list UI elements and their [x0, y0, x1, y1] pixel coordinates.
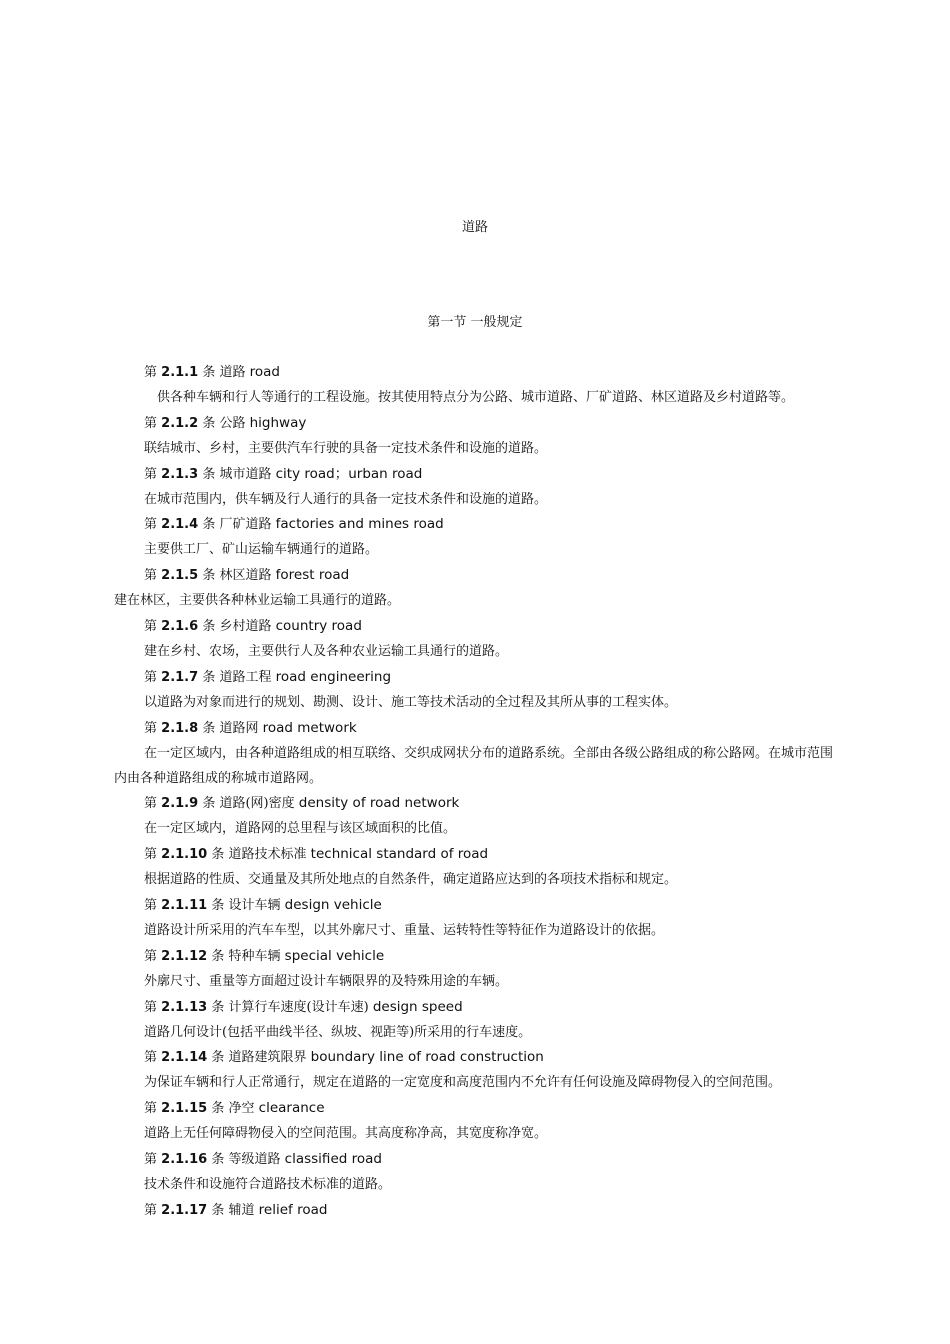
- term-definition: 在城市范围内，供车辆及行人通行的具备一定技术条件和设施的道路。: [144, 491, 548, 507]
- term-heading: [114, 1147, 838, 1173]
- term-heading: [114, 512, 838, 538]
- term-suffix: 条: [211, 847, 225, 863]
- term-suffix: 条: [202, 415, 216, 431]
- term-english: highway: [249, 414, 307, 431]
- term-prefix: 第: [144, 619, 158, 635]
- term-chinese: 计算行车速度(设计车速): [228, 999, 369, 1015]
- term-number: 2.1.9: [161, 796, 199, 812]
- term-number: 2.1.2: [161, 415, 199, 431]
- term-english: design speed: [372, 998, 463, 1015]
- term-prefix: 第: [144, 466, 158, 482]
- term-english: road metwork: [262, 719, 357, 736]
- term-heading: [114, 1198, 838, 1224]
- term-english: classified road: [284, 1151, 382, 1168]
- term-heading: [114, 614, 838, 640]
- term-chinese: 设计车辆: [228, 898, 281, 914]
- term-prefix: 第: [144, 1101, 158, 1117]
- term-definition: 建在林区，主要供各种林业运输工具通行的道路。: [114, 593, 401, 609]
- term-suffix: 条: [211, 898, 225, 914]
- term-prefix: 第: [144, 568, 158, 584]
- term-english: boundary line of road construction: [310, 1049, 544, 1066]
- term-chinese: 道路技术标准: [228, 847, 307, 863]
- term-heading: [114, 893, 838, 919]
- term-heading: [114, 665, 838, 691]
- term-prefix: 第: [144, 796, 158, 812]
- term-heading: [114, 1045, 838, 1071]
- term-prefix: 第: [144, 1202, 158, 1218]
- term-chinese: 厂矿道路: [219, 517, 272, 533]
- section-title: 第一节 一般规定: [427, 315, 523, 330]
- term-number: 2.1.15: [161, 1101, 208, 1117]
- term-suffix: 条: [211, 1152, 225, 1168]
- term-definition: 在一定区域内，由各种道路组成的相互联络、交织成网状分布的道路系统。全部由各级公路组成的称公路网。在城市范围内由各种道路组成的称城市道路网。: [114, 745, 834, 786]
- term-heading: [114, 791, 838, 817]
- term-suffix: 条: [211, 1202, 225, 1218]
- term-definition: 外廓尺寸、重量等方面超过设计车辆限界的及特殊用途的车辆。: [144, 973, 509, 989]
- term-suffix: 条: [202, 517, 216, 533]
- term-heading: [114, 716, 838, 742]
- term-suffix: 条: [202, 669, 216, 685]
- term-english: city road；urban road: [275, 465, 423, 482]
- term-english: forest road: [275, 567, 350, 584]
- term-heading: [114, 944, 838, 970]
- term-chinese: 公路: [219, 415, 246, 431]
- term-number: 2.1.11: [161, 898, 208, 914]
- term-suffix: 条: [211, 1050, 225, 1066]
- term-definition: 主要供工厂、矿山运输车辆通行的道路。: [144, 542, 379, 558]
- term-english: technical standard of road: [310, 846, 489, 863]
- term-prefix: 第: [144, 415, 158, 431]
- term-suffix: 条: [211, 1101, 225, 1117]
- term-number: 2.1.1: [161, 365, 199, 380]
- term-heading: [114, 563, 838, 589]
- term-english: country road: [275, 618, 362, 635]
- term-chinese: 林区道路: [219, 568, 272, 584]
- term-english: special vehicle: [284, 947, 385, 964]
- term-number: 2.1.14: [161, 1050, 208, 1066]
- term-prefix: 第: [144, 517, 158, 533]
- term-prefix: 第: [144, 669, 158, 685]
- term-definition: 根据道路的性质、交通量及其所处地点的自然条件，确定道路应达到的各项技术指标和规定。: [144, 872, 678, 888]
- term-heading: [114, 462, 838, 488]
- term-chinese: 道路建筑限界: [228, 1050, 307, 1066]
- term-number: 2.1.12: [161, 948, 208, 964]
- term-definition: 道路几何设计(包括平曲线半径、纵坡、视距等)所采用的行车速度。: [144, 1024, 532, 1040]
- term-suffix: 条: [202, 796, 216, 812]
- page-title: 道路: [461, 220, 488, 235]
- term-number: 2.1.3: [161, 466, 199, 482]
- term-prefix: 第: [144, 847, 158, 863]
- term-definition: 供各种车辆和行人等通行的工程设施。按其使用特点分为公路、城市道路、厂矿道路、林区道路及乡村道路等。: [157, 389, 795, 405]
- term-english: design vehicle: [284, 897, 382, 914]
- term-number: 2.1.8: [161, 720, 199, 736]
- term-number: 2.1.16: [161, 1152, 208, 1168]
- term-heading: [114, 1096, 838, 1122]
- term-definition: 联结城市、乡村，主要供汽车行驶的具备一定技术条件和设施的道路。: [144, 440, 548, 456]
- term-number: 2.1.5: [161, 568, 199, 584]
- term-number: 2.1.17: [161, 1202, 208, 1218]
- term-definition: 技术条件和设施符合道路技术标准的道路。: [144, 1177, 392, 1192]
- term-definition: 在一定区域内，道路网的总里程与该区域面积的比值。: [144, 821, 457, 837]
- term-definition: 道路设计所采用的汽车车型，以其外廓尺寸、重量、运转特性等特征作为道路设计的依据。: [144, 922, 665, 938]
- term-suffix: 条: [202, 720, 216, 736]
- term-english: clearance: [258, 1100, 325, 1117]
- term-suffix: 条: [202, 365, 216, 380]
- term-definition: 道路上无任何障碍物侵入的空间范围。其高度称净高，其宽度称净宽。: [144, 1126, 548, 1142]
- term-number: 2.1.6: [161, 619, 199, 635]
- term-suffix: 条: [202, 619, 216, 635]
- term-suffix: 条: [202, 568, 216, 584]
- term-prefix: 第: [144, 1152, 158, 1168]
- term-english: factories and mines road: [275, 516, 444, 533]
- term-number: 2.1.7: [161, 669, 199, 685]
- term-chinese: 道路网: [219, 720, 259, 736]
- term-chinese: 城市道路: [219, 466, 272, 482]
- term-prefix: 第: [144, 999, 158, 1015]
- term-number: 2.1.10: [161, 847, 208, 863]
- term-english: road engineering: [275, 668, 392, 685]
- term-chinese: 特种车辆: [228, 948, 281, 964]
- term-heading: [114, 995, 838, 1021]
- term-chinese: 乡村道路: [219, 619, 272, 635]
- glossary-content: [114, 360, 838, 1224]
- term-prefix: 第: [144, 1050, 158, 1066]
- term-suffix: 条: [211, 999, 225, 1015]
- term-number: 2.1.13: [161, 999, 208, 1015]
- term-number: 2.1.4: [161, 517, 199, 533]
- term-definition: 为保证车辆和行人正常通行，规定在道路的一定宽度和高度范围内不允许有任何设施及障碍物侵入的空间范围。: [144, 1075, 782, 1091]
- term-english: road: [249, 364, 280, 380]
- term-chinese: 等级道路: [228, 1152, 281, 1168]
- term-chinese: 道路工程: [219, 669, 272, 685]
- term-english: density of road network: [298, 795, 460, 812]
- term-prefix: 第: [144, 948, 158, 964]
- term-chinese: 净空: [228, 1101, 255, 1117]
- term-chinese: 辅道: [228, 1202, 255, 1218]
- term-chinese: 道路: [219, 365, 246, 380]
- term-suffix: 条: [211, 948, 225, 964]
- term-prefix: 第: [144, 898, 158, 914]
- term-definition: 以道路为对象而进行的规划、勘测、设计、施工等技术活动的全过程及其所从事的工程实体。: [144, 694, 678, 710]
- term-heading: [114, 360, 838, 386]
- term-suffix: 条: [202, 466, 216, 482]
- term-chinese: 道路(网)密度: [219, 796, 295, 812]
- term-prefix: 第: [144, 365, 158, 380]
- term-heading: [114, 411, 838, 437]
- term-english: relief road: [258, 1201, 328, 1218]
- term-heading: [114, 842, 838, 868]
- term-definition: 建在乡村、农场，主要供行人及各种农业运输工具通行的道路。: [144, 643, 509, 659]
- term-prefix: 第: [144, 720, 158, 736]
